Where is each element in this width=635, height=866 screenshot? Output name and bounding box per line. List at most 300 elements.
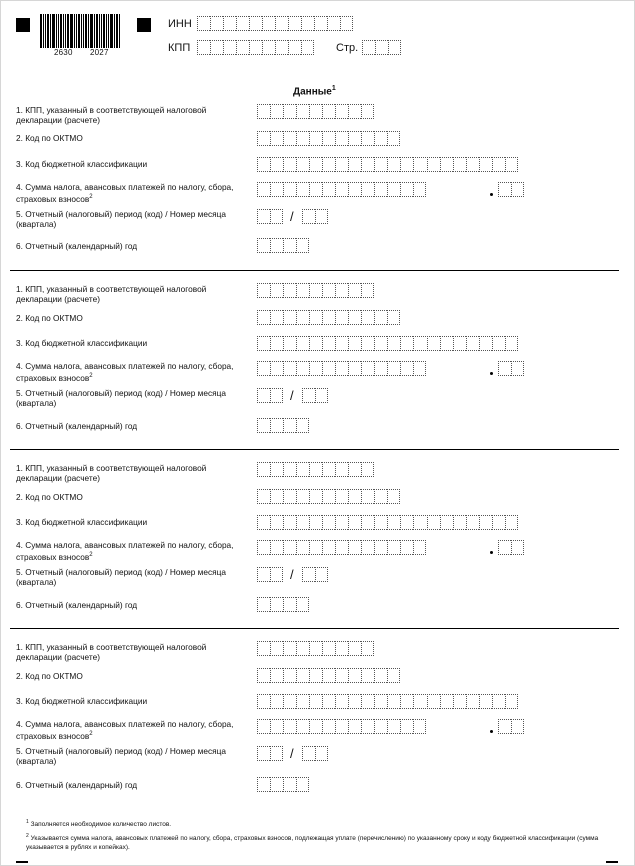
char-cell[interactable]	[361, 668, 374, 683]
char-cell[interactable]	[479, 157, 492, 172]
tax-sum-kopecks-field[interactable]	[498, 719, 524, 734]
char-cell[interactable]	[466, 157, 479, 172]
char-cell[interactable]	[387, 131, 400, 146]
char-cell[interactable]	[400, 336, 413, 351]
char-cell[interactable]	[270, 668, 283, 683]
char-cell[interactable]	[362, 40, 375, 55]
char-cell[interactable]	[309, 719, 322, 734]
char-cell[interactable]	[309, 310, 322, 325]
char-cell[interactable]	[296, 641, 309, 656]
page-number-field[interactable]	[362, 40, 401, 55]
char-cell[interactable]	[302, 209, 315, 224]
char-cell[interactable]	[283, 157, 296, 172]
kpp-declaration-field[interactable]	[257, 462, 374, 477]
period-month-field[interactable]	[302, 388, 328, 403]
char-cell[interactable]	[453, 157, 466, 172]
char-cell[interactable]	[505, 694, 518, 709]
char-cell[interactable]	[348, 489, 361, 504]
char-cell[interactable]	[257, 157, 270, 172]
char-cell[interactable]	[309, 489, 322, 504]
char-cell[interactable]	[348, 540, 361, 555]
char-cell[interactable]	[296, 238, 309, 253]
char-cell[interactable]	[413, 336, 426, 351]
char-cell[interactable]	[335, 157, 348, 172]
char-cell[interactable]	[270, 104, 283, 119]
char-cell[interactable]	[374, 336, 387, 351]
char-cell[interactable]	[453, 336, 466, 351]
char-cell[interactable]	[335, 668, 348, 683]
char-cell[interactable]	[322, 131, 335, 146]
char-cell[interactable]	[315, 567, 328, 582]
char-cell[interactable]	[413, 361, 426, 376]
char-cell[interactable]	[322, 336, 335, 351]
char-cell[interactable]	[283, 104, 296, 119]
char-cell[interactable]	[413, 515, 426, 530]
char-cell[interactable]	[315, 388, 328, 403]
char-cell[interactable]	[335, 310, 348, 325]
char-cell[interactable]	[335, 540, 348, 555]
char-cell[interactable]	[335, 283, 348, 298]
char-cell[interactable]	[257, 668, 270, 683]
char-cell[interactable]	[270, 597, 283, 612]
char-cell[interactable]	[302, 746, 315, 761]
char-cell[interactable]	[296, 361, 309, 376]
char-cell[interactable]	[309, 462, 322, 477]
char-cell[interactable]	[270, 515, 283, 530]
char-cell[interactable]	[309, 131, 322, 146]
year-field[interactable]	[257, 777, 309, 792]
char-cell[interactable]	[322, 489, 335, 504]
char-cell[interactable]	[348, 515, 361, 530]
char-cell[interactable]	[309, 336, 322, 351]
char-cell[interactable]	[505, 336, 518, 351]
char-cell[interactable]	[270, 310, 283, 325]
char-cell[interactable]	[283, 668, 296, 683]
char-cell[interactable]	[296, 157, 309, 172]
char-cell[interactable]	[387, 540, 400, 555]
char-cell[interactable]	[335, 182, 348, 197]
char-cell[interactable]	[361, 283, 374, 298]
char-cell[interactable]	[270, 209, 283, 224]
char-cell[interactable]	[257, 310, 270, 325]
char-cell[interactable]	[322, 104, 335, 119]
char-cell[interactable]	[479, 694, 492, 709]
char-cell[interactable]	[466, 694, 479, 709]
char-cell[interactable]	[375, 40, 388, 55]
year-field[interactable]	[257, 238, 309, 253]
char-cell[interactable]	[440, 694, 453, 709]
char-cell[interactable]	[348, 719, 361, 734]
char-cell[interactable]	[511, 361, 524, 376]
char-cell[interactable]	[270, 157, 283, 172]
char-cell[interactable]	[387, 336, 400, 351]
char-cell[interactable]	[296, 694, 309, 709]
char-cell[interactable]	[427, 694, 440, 709]
char-cell[interactable]	[348, 694, 361, 709]
kpp-declaration-field[interactable]	[257, 641, 374, 656]
char-cell[interactable]	[270, 746, 283, 761]
char-cell[interactable]	[270, 388, 283, 403]
char-cell[interactable]	[479, 515, 492, 530]
char-cell[interactable]	[197, 40, 210, 55]
char-cell[interactable]	[322, 283, 335, 298]
char-cell[interactable]	[296, 336, 309, 351]
period-code-field[interactable]	[257, 388, 283, 403]
char-cell[interactable]	[322, 719, 335, 734]
char-cell[interactable]	[335, 104, 348, 119]
char-cell[interactable]	[262, 16, 275, 31]
char-cell[interactable]	[335, 515, 348, 530]
char-cell[interactable]	[257, 567, 270, 582]
char-cell[interactable]	[257, 777, 270, 792]
tax-sum-rubles-field[interactable]	[257, 719, 427, 734]
char-cell[interactable]	[296, 515, 309, 530]
char-cell[interactable]	[270, 641, 283, 656]
kpp-declaration-field[interactable]	[257, 104, 374, 119]
char-cell[interactable]	[270, 462, 283, 477]
char-cell[interactable]	[511, 540, 524, 555]
char-cell[interactable]	[361, 336, 374, 351]
char-cell[interactable]	[257, 182, 270, 197]
kbk-field[interactable]	[257, 157, 518, 172]
tax-sum-kopecks-field[interactable]	[498, 540, 524, 555]
char-cell[interactable]	[498, 719, 511, 734]
char-cell[interactable]	[270, 361, 283, 376]
char-cell[interactable]	[288, 16, 301, 31]
char-cell[interactable]	[283, 310, 296, 325]
period-month-field[interactable]	[302, 746, 328, 761]
char-cell[interactable]	[348, 182, 361, 197]
char-cell[interactable]	[283, 462, 296, 477]
char-cell[interactable]	[335, 719, 348, 734]
char-cell[interactable]	[413, 694, 426, 709]
char-cell[interactable]	[348, 336, 361, 351]
char-cell[interactable]	[296, 540, 309, 555]
char-cell[interactable]	[257, 462, 270, 477]
char-cell[interactable]	[511, 182, 524, 197]
char-cell[interactable]	[270, 719, 283, 734]
year-field[interactable]	[257, 418, 309, 433]
char-cell[interactable]	[322, 641, 335, 656]
char-cell[interactable]	[249, 40, 262, 55]
char-cell[interactable]	[492, 694, 505, 709]
year-field[interactable]	[257, 597, 309, 612]
char-cell[interactable]	[270, 238, 283, 253]
char-cell[interactable]	[296, 131, 309, 146]
char-cell[interactable]	[361, 540, 374, 555]
char-cell[interactable]	[283, 182, 296, 197]
char-cell[interactable]	[322, 515, 335, 530]
char-cell[interactable]	[413, 182, 426, 197]
period-code-field[interactable]	[257, 746, 283, 761]
char-cell[interactable]	[374, 489, 387, 504]
char-cell[interactable]	[309, 157, 322, 172]
char-cell[interactable]	[296, 489, 309, 504]
char-cell[interactable]	[387, 668, 400, 683]
char-cell[interactable]	[492, 336, 505, 351]
char-cell[interactable]	[315, 746, 328, 761]
char-cell[interactable]	[322, 462, 335, 477]
char-cell[interactable]	[283, 336, 296, 351]
char-cell[interactable]	[270, 540, 283, 555]
char-cell[interactable]	[283, 540, 296, 555]
tax-sum-kopecks-field[interactable]	[498, 361, 524, 376]
char-cell[interactable]	[400, 540, 413, 555]
char-cell[interactable]	[388, 40, 401, 55]
char-cell[interactable]	[322, 668, 335, 683]
char-cell[interactable]	[315, 209, 328, 224]
char-cell[interactable]	[262, 40, 275, 55]
char-cell[interactable]	[270, 777, 283, 792]
char-cell[interactable]	[296, 283, 309, 298]
char-cell[interactable]	[374, 515, 387, 530]
char-cell[interactable]	[309, 182, 322, 197]
char-cell[interactable]	[283, 719, 296, 734]
char-cell[interactable]	[270, 182, 283, 197]
char-cell[interactable]	[466, 336, 479, 351]
char-cell[interactable]	[197, 16, 210, 31]
char-cell[interactable]	[283, 283, 296, 298]
char-cell[interactable]	[387, 310, 400, 325]
char-cell[interactable]	[322, 540, 335, 555]
char-cell[interactable]	[374, 310, 387, 325]
char-cell[interactable]	[427, 157, 440, 172]
char-cell[interactable]	[479, 336, 492, 351]
char-cell[interactable]	[283, 694, 296, 709]
char-cell[interactable]	[374, 131, 387, 146]
char-cell[interactable]	[309, 694, 322, 709]
char-cell[interactable]	[322, 182, 335, 197]
char-cell[interactable]	[270, 336, 283, 351]
char-cell[interactable]	[270, 283, 283, 298]
char-cell[interactable]	[309, 540, 322, 555]
char-cell[interactable]	[348, 668, 361, 683]
char-cell[interactable]	[309, 668, 322, 683]
char-cell[interactable]	[374, 694, 387, 709]
char-cell[interactable]	[511, 719, 524, 734]
char-cell[interactable]	[283, 238, 296, 253]
char-cell[interactable]	[275, 40, 288, 55]
char-cell[interactable]	[283, 361, 296, 376]
char-cell[interactable]	[270, 418, 283, 433]
char-cell[interactable]	[314, 16, 327, 31]
period-code-field[interactable]	[257, 209, 283, 224]
char-cell[interactable]	[492, 157, 505, 172]
char-cell[interactable]	[302, 567, 315, 582]
char-cell[interactable]	[374, 361, 387, 376]
char-cell[interactable]	[348, 641, 361, 656]
char-cell[interactable]	[301, 16, 314, 31]
char-cell[interactable]	[335, 336, 348, 351]
char-cell[interactable]	[283, 131, 296, 146]
char-cell[interactable]	[257, 719, 270, 734]
char-cell[interactable]	[340, 16, 353, 31]
char-cell[interactable]	[440, 157, 453, 172]
char-cell[interactable]	[257, 540, 270, 555]
period-code-field[interactable]	[257, 567, 283, 582]
char-cell[interactable]	[413, 719, 426, 734]
char-cell[interactable]	[257, 597, 270, 612]
char-cell[interactable]	[296, 104, 309, 119]
char-cell[interactable]	[335, 694, 348, 709]
char-cell[interactable]	[288, 40, 301, 55]
char-cell[interactable]	[374, 719, 387, 734]
char-cell[interactable]	[296, 597, 309, 612]
char-cell[interactable]	[505, 515, 518, 530]
kpp-declaration-field[interactable]	[257, 283, 374, 298]
char-cell[interactable]	[453, 515, 466, 530]
char-cell[interactable]	[210, 16, 223, 31]
period-month-field[interactable]	[302, 209, 328, 224]
char-cell[interactable]	[283, 597, 296, 612]
char-cell[interactable]	[335, 131, 348, 146]
char-cell[interactable]	[505, 157, 518, 172]
char-cell[interactable]	[361, 104, 374, 119]
char-cell[interactable]	[361, 157, 374, 172]
char-cell[interactable]	[427, 515, 440, 530]
char-cell[interactable]	[374, 540, 387, 555]
char-cell[interactable]	[283, 418, 296, 433]
char-cell[interactable]	[387, 694, 400, 709]
char-cell[interactable]	[400, 515, 413, 530]
char-cell[interactable]	[296, 668, 309, 683]
kbk-field[interactable]	[257, 694, 518, 709]
char-cell[interactable]	[335, 462, 348, 477]
kpp-field[interactable]	[197, 40, 314, 55]
oktmo-field[interactable]	[257, 489, 400, 504]
char-cell[interactable]	[348, 462, 361, 477]
char-cell[interactable]	[236, 16, 249, 31]
char-cell[interactable]	[296, 462, 309, 477]
char-cell[interactable]	[270, 131, 283, 146]
tax-sum-kopecks-field[interactable]	[498, 182, 524, 197]
char-cell[interactable]	[283, 489, 296, 504]
char-cell[interactable]	[257, 694, 270, 709]
char-cell[interactable]	[270, 567, 283, 582]
kbk-field[interactable]	[257, 336, 518, 351]
tax-sum-rubles-field[interactable]	[257, 361, 427, 376]
char-cell[interactable]	[387, 489, 400, 504]
char-cell[interactable]	[296, 777, 309, 792]
char-cell[interactable]	[335, 641, 348, 656]
char-cell[interactable]	[236, 40, 249, 55]
char-cell[interactable]	[257, 104, 270, 119]
char-cell[interactable]	[257, 336, 270, 351]
char-cell[interactable]	[322, 361, 335, 376]
period-month-field[interactable]	[302, 567, 328, 582]
char-cell[interactable]	[309, 361, 322, 376]
char-cell[interactable]	[335, 361, 348, 376]
char-cell[interactable]	[309, 641, 322, 656]
char-cell[interactable]	[400, 694, 413, 709]
char-cell[interactable]	[361, 515, 374, 530]
char-cell[interactable]	[361, 641, 374, 656]
char-cell[interactable]	[283, 641, 296, 656]
char-cell[interactable]	[257, 388, 270, 403]
char-cell[interactable]	[466, 515, 479, 530]
char-cell[interactable]	[309, 283, 322, 298]
char-cell[interactable]	[361, 489, 374, 504]
char-cell[interactable]	[413, 157, 426, 172]
char-cell[interactable]	[427, 336, 440, 351]
char-cell[interactable]	[361, 719, 374, 734]
char-cell[interactable]	[348, 157, 361, 172]
char-cell[interactable]	[453, 694, 466, 709]
char-cell[interactable]	[374, 668, 387, 683]
char-cell[interactable]	[327, 16, 340, 31]
char-cell[interactable]	[257, 131, 270, 146]
char-cell[interactable]	[283, 515, 296, 530]
char-cell[interactable]	[257, 641, 270, 656]
char-cell[interactable]	[387, 719, 400, 734]
char-cell[interactable]	[348, 131, 361, 146]
inn-field[interactable]	[197, 16, 353, 31]
char-cell[interactable]	[400, 719, 413, 734]
char-cell[interactable]	[210, 40, 223, 55]
char-cell[interactable]	[257, 515, 270, 530]
char-cell[interactable]	[361, 182, 374, 197]
tax-sum-rubles-field[interactable]	[257, 540, 427, 555]
oktmo-field[interactable]	[257, 668, 400, 683]
char-cell[interactable]	[270, 694, 283, 709]
char-cell[interactable]	[498, 361, 511, 376]
char-cell[interactable]	[361, 462, 374, 477]
char-cell[interactable]	[257, 418, 270, 433]
char-cell[interactable]	[374, 157, 387, 172]
char-cell[interactable]	[361, 310, 374, 325]
char-cell[interactable]	[361, 131, 374, 146]
char-cell[interactable]	[257, 489, 270, 504]
char-cell[interactable]	[301, 40, 314, 55]
char-cell[interactable]	[348, 283, 361, 298]
kbk-field[interactable]	[257, 515, 518, 530]
char-cell[interactable]	[270, 489, 283, 504]
char-cell[interactable]	[223, 40, 236, 55]
char-cell[interactable]	[374, 182, 387, 197]
char-cell[interactable]	[361, 361, 374, 376]
char-cell[interactable]	[361, 694, 374, 709]
char-cell[interactable]	[322, 310, 335, 325]
char-cell[interactable]	[348, 310, 361, 325]
char-cell[interactable]	[257, 209, 270, 224]
char-cell[interactable]	[348, 104, 361, 119]
oktmo-field[interactable]	[257, 131, 400, 146]
char-cell[interactable]	[309, 104, 322, 119]
char-cell[interactable]	[335, 489, 348, 504]
char-cell[interactable]	[387, 182, 400, 197]
char-cell[interactable]	[322, 694, 335, 709]
oktmo-field[interactable]	[257, 310, 400, 325]
char-cell[interactable]	[296, 418, 309, 433]
char-cell[interactable]	[498, 182, 511, 197]
char-cell[interactable]	[387, 515, 400, 530]
char-cell[interactable]	[498, 540, 511, 555]
char-cell[interactable]	[283, 777, 296, 792]
char-cell[interactable]	[400, 157, 413, 172]
char-cell[interactable]	[223, 16, 236, 31]
char-cell[interactable]	[296, 310, 309, 325]
char-cell[interactable]	[296, 719, 309, 734]
char-cell[interactable]	[492, 515, 505, 530]
char-cell[interactable]	[257, 283, 270, 298]
char-cell[interactable]	[440, 336, 453, 351]
char-cell[interactable]	[387, 157, 400, 172]
char-cell[interactable]	[309, 515, 322, 530]
tax-sum-rubles-field[interactable]	[257, 182, 427, 197]
char-cell[interactable]	[302, 388, 315, 403]
char-cell[interactable]	[249, 16, 262, 31]
char-cell[interactable]	[400, 182, 413, 197]
